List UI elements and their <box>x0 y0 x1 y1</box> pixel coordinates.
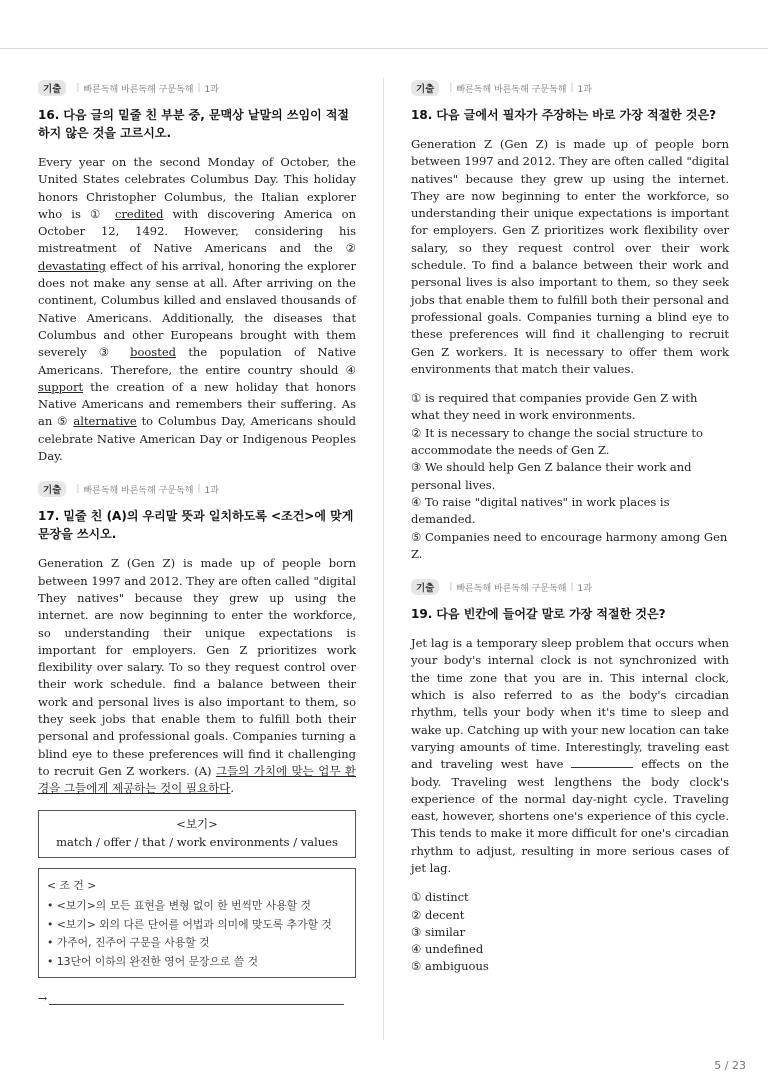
option-5[interactable]: ⑤ Companies need to encourage harmony among Gen Z. <box>411 529 728 561</box>
exam-badge: 기출 <box>38 80 66 96</box>
condition-item: • <보기>의 모든 표현을 변형 없이 한 번씩만 사용할 것 <box>47 899 311 912</box>
lesson-tag: 1과 <box>577 84 592 95</box>
right-column <box>411 80 729 976</box>
source-tagline: 기출 | 빠른독해 바른독해 구문독해 | 1과 <box>38 80 356 96</box>
answer-line[interactable] <box>38 992 356 1005</box>
question-title: 18. 다음 글에서 필자가 주장하는 바로 가장 적절한 것은? <box>411 108 717 122</box>
option-1[interactable]: ① distinct <box>411 890 469 905</box>
exam-badge: 기출 <box>411 80 439 96</box>
source-tag: 빠른독해 바른독해 구문독해 <box>83 84 194 95</box>
conditions-box <box>38 868 356 979</box>
column-divider <box>383 78 384 1040</box>
underlined-word: alternative <box>73 414 137 429</box>
option-2[interactable]: ② It is necessary to change the social structure to accommodate the needs of Gen Z. <box>411 425 703 458</box>
header-rule <box>0 48 768 49</box>
option-2[interactable]: ② decent <box>411 907 465 922</box>
lesson-tag: 1과 <box>577 583 592 594</box>
exam-badge: 기출 <box>411 579 439 595</box>
page-number: 5 / 23 <box>714 1059 746 1072</box>
answer-options <box>411 889 729 975</box>
passage: Every year on the second Monday of October, the United States celebrates Columbus Day. This holiday honors Christopher Columbus, the Italian explorer who is ① credited with discovering America on October 12, 1492. However, considering his mistreatment of Native Americans and the ② devastating effect of his arrival, honoring the explorer does not make any sense at all. After arriving on the continent, Columbus killed and enslaved thousands of Native Americans. Additionally, the diseases that Columbus and other Europeans brought with them severely ③ boosted the population of Native Americans. Therefore, the entire country should ④ support the creation of a new holiday that honors Native Americans and remembers their suffering. As an ⑤ alternative to Columbus Day, Americans should celebrate Native American Day or Indigenous Peoples Day. <box>38 155 357 464</box>
answer-options <box>411 390 729 563</box>
condition-item: • <보기> 외의 다른 단어를 어법과 의미에 맞도록 추가할 것 <box>47 917 332 931</box>
underlined-word: support <box>38 379 84 394</box>
source-tag: 빠른독해 바른독해 구문독해 <box>83 485 194 496</box>
option-3[interactable]: ③ We should help Gen Z balance their work and personal lives. <box>411 460 692 492</box>
conditions-title: < 조 건 > <box>47 878 97 892</box>
option-4[interactable]: ④ To raise "digital natives" in work places is demanded. <box>411 494 670 527</box>
condition-item: • 가주어, 진주어 구문을 사용할 것 <box>47 936 210 949</box>
passage: Generation Z (Gen Z) is made up of people born between 1997 and 2012. They are often called "digital natives" because they grew up using the internet. They are now beginning to enter the workforce, so understanding their unique expectations is important for employers. Gen Z prioritizes work flexibility over salary, so they request control over their work schedule. To find a balance between their work and personal lives is also important to them, so they seek jobs that enable them to fulfill both their personal and professional goals. Companies turning a blind eye to these preferences will find it challenging to recruit Gen Z workers. It is necessary to offer them work environments that match their values. <box>411 137 729 376</box>
question-title: 16. 다음 글의 밑줄 친 부분 중, 문맥상 낱말의 쓰임이 적절하지 않은 것을 고르시오. <box>38 108 350 140</box>
blank <box>571 757 633 768</box>
source-tagline: 기출 | 빠른독해 바른독해 구문독해 | 1과 <box>411 579 729 595</box>
question-19 <box>411 579 729 976</box>
source-tag: 빠른독해 바른독해 구문독해 <box>456 84 567 95</box>
underlined-word: boosted <box>130 345 176 360</box>
passage: Jet lag is a temporary sleep problem that occurs when your body's internal clock is not synchronized with the time zone that you are in. This internal clock, which is also referred to as the body's circadian rhythm, tells your body when it's time to sleep and wake up. Catching up with your new location can take varying amounts of time. Interestingly, traveling east and traveling west have effects on the body. Traveling west lengthens the body clock's experience of the normal day-night cycle. Traveling east, however, shortens one's experience of this cycle. This tends to make it more difficult for one's circadian rhythm to adjust, resulting in more serious cases of jet lag. <box>411 636 729 875</box>
passage: Generation Z (Gen Z) is made up of people born between 1997 and 2012. They are often called "digital They natives" because they grew up using the internet. are now beginning to enter the workforce, so understanding their unique expectations is important for employers. Gen Z prioritizes work flexibility over salary. To so they request control over their work schedule. find a balance between their work and personal lives is also important to them, so they seek jobs that enable them to fulfill both their personal and professional goals. Companies turning a blind eye to these preferences will find it challenging to recruit Gen Z workers. (A) 그들의 가치에 맞는 업무 환경을 그들에게 제공하는 것이 필요하다. <box>38 556 356 796</box>
underlined-word: credited <box>114 206 164 221</box>
source-tagline: 기출 | 빠른독해 바른독해 구문독해 | 1과 <box>411 80 729 96</box>
arrow-icon: → <box>38 992 48 1005</box>
question-17 <box>38 481 356 1005</box>
option-1[interactable]: ① is required that companies provide Gen Z with what they need in work environments. <box>411 391 698 423</box>
condition-item: • 13단어 이하의 완전한 영어 문장으로 쓸 것 <box>47 954 259 968</box>
question-18 <box>411 80 729 563</box>
exam-badge: 기출 <box>38 481 66 497</box>
lesson-tag: 1과 <box>204 485 219 496</box>
question-16 <box>38 80 356 465</box>
source-tagline: 기출 | 빠른독해 바른독해 구문독해 | 1과 <box>38 481 356 497</box>
option-3[interactable]: ③ similar <box>411 924 466 939</box>
question-title: 17. 밑줄 친 (A)의 우리말 뜻과 일치하도록 <조건>에 맞게 문장을 쓰시오. <box>38 509 354 542</box>
word-box-title: <보기> <box>176 816 218 831</box>
underlined-word: devastating <box>38 258 106 273</box>
option-5[interactable]: ⑤ ambiguous <box>411 959 489 974</box>
left-column <box>38 80 356 1005</box>
option-4[interactable]: ④ undefined <box>411 942 484 957</box>
lesson-tag: 1과 <box>204 84 219 95</box>
question-title: 19. 다음 빈칸에 들어갈 말로 가장 적절한 것은? <box>411 607 666 622</box>
underlined-korean-sentence: 그들의 가치에 맞는 업무 환경을 그들에게 제공하는 것이 필요하다 <box>38 763 356 796</box>
word-box-words: match / offer / that / work environments / values <box>56 834 338 849</box>
source-tag: 빠른독해 바른독해 구문독해 <box>456 583 567 594</box>
word-box <box>38 810 356 858</box>
